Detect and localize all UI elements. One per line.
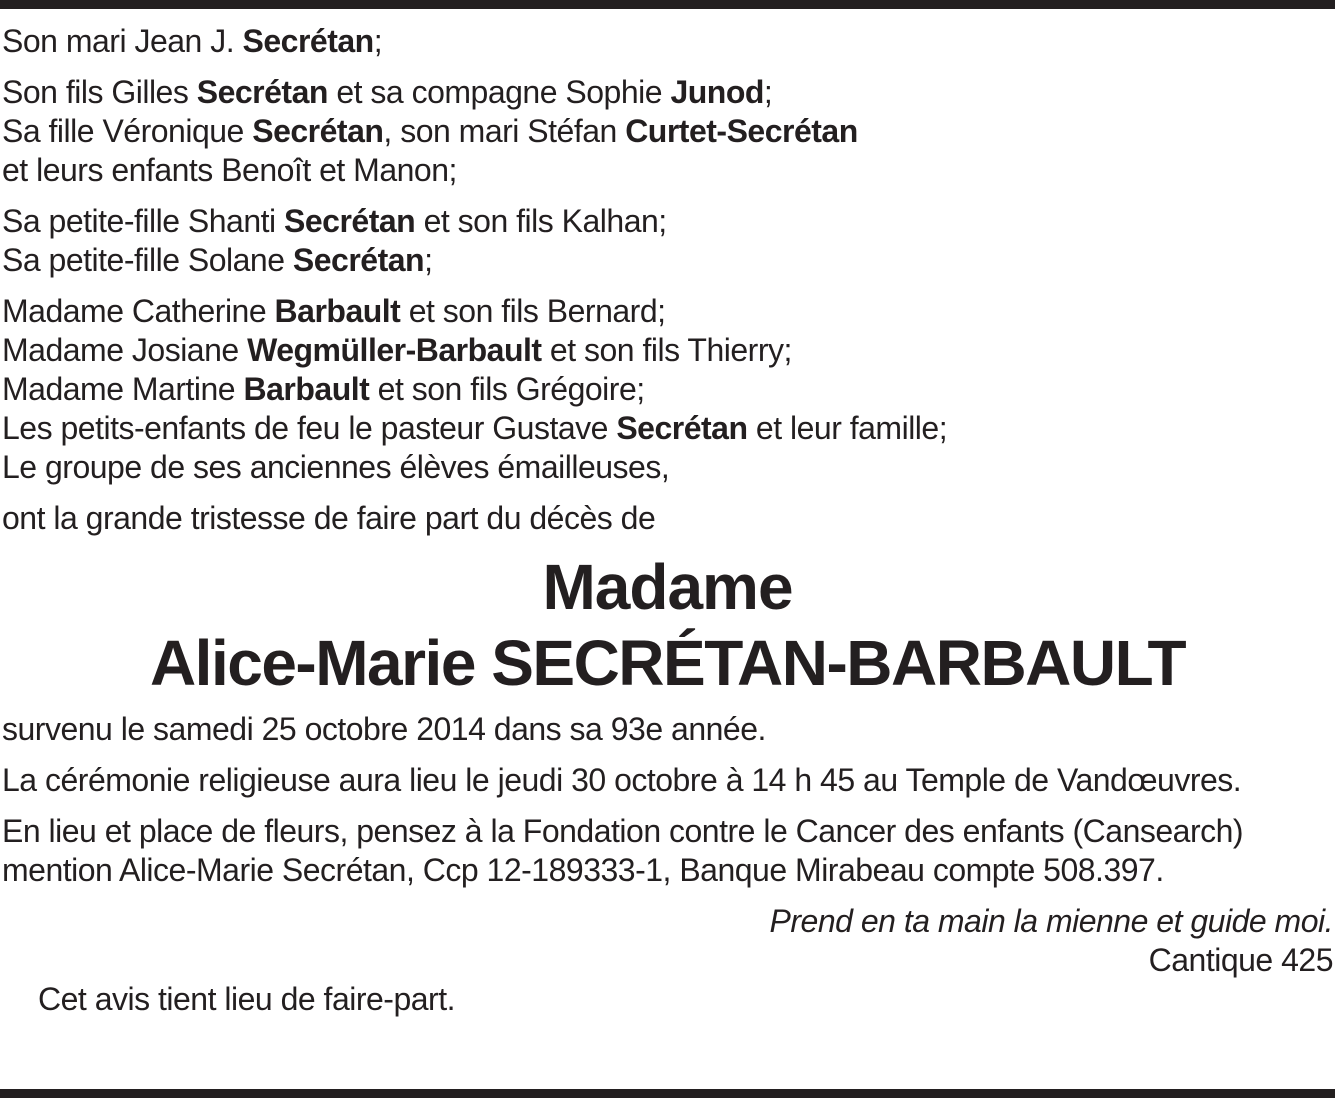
deceased-full-name: Alice-Marie SECRÉTAN-BARBAULT — [149, 627, 1186, 699]
grandchild-line — [2, 241, 1333, 280]
husband-suffix: ; — [373, 23, 383, 59]
death-paragraph — [2, 710, 1333, 749]
child-line — [2, 73, 1333, 112]
announcement-paragraph — [2, 499, 1333, 538]
relative-line — [2, 370, 1333, 409]
child-text: , son mari Stéfan — [383, 113, 626, 149]
closing-note: Cet avis tient lieu de faire-part. — [38, 981, 455, 1017]
child-text: ; — [763, 74, 773, 110]
child-surname: Secrétan — [196, 74, 328, 110]
quote-source: Cantique 425 — [1148, 942, 1333, 978]
obituary-notice — [2, 18, 1333, 1019]
grandchild-text: ; — [424, 242, 433, 278]
relative-surname: Wegmüller-Barbault — [247, 332, 542, 368]
relative-line — [2, 292, 1333, 331]
husband-prefix: Son mari Jean J. — [2, 23, 243, 59]
husband-paragraph — [2, 22, 1333, 61]
husband-line — [2, 22, 1333, 61]
death-line: survenu le samedi 25 octobre 2014 dans sa 93e année. — [2, 711, 766, 747]
child-line — [2, 151, 1333, 190]
grandchild-text: et son fils Kalhan; — [415, 203, 667, 239]
deceased-name-block — [2, 551, 1333, 706]
relative-text: Madame Catherine — [2, 293, 275, 329]
child-text: et leurs enfants Benoît et Manon; — [2, 152, 457, 188]
relatives-paragraph — [2, 292, 1333, 487]
relative-text: et son fils Bernard; — [400, 293, 666, 329]
bottom-rule — [0, 1089, 1335, 1098]
deceased-honorific: Madame — [542, 551, 793, 623]
relative-text: Madame Josiane — [2, 332, 248, 368]
husband-surname: Secrétan — [242, 23, 374, 59]
partner-surname: Junod — [670, 74, 764, 110]
relative-text: Le groupe de ses anciennes élèves émailleuses, — [2, 449, 670, 485]
relative-line — [2, 331, 1333, 370]
relative-surname: Barbault — [274, 293, 401, 329]
grandchild-surname: Secrétan — [292, 242, 425, 278]
grandchildren-paragraph — [2, 202, 1333, 280]
donation-paragraph — [2, 812, 1333, 890]
child-surname: Secrétan — [252, 113, 384, 149]
donation-line: mention Alice-Marie Secrétan, Ccp 12-189333-1, Banque Mirabeau compte 508.397. — [2, 852, 1164, 888]
ceremony-paragraph — [2, 761, 1333, 800]
grandchild-text: Sa petite-fille Solane — [2, 242, 293, 278]
children-paragraph — [2, 73, 1333, 190]
relative-text: et leur famille; — [747, 410, 948, 446]
child-text: et sa compagne Sophie — [327, 74, 671, 110]
child-text: Son fils Gilles — [2, 74, 197, 110]
top-rule — [0, 0, 1335, 9]
relative-text: et son fils Thierry; — [541, 332, 792, 368]
quote-text: Prend en ta main la mienne et guide moi. — [769, 903, 1333, 939]
partner-surname: Curtet-Secrétan — [625, 113, 858, 149]
ceremony-line: La cérémonie religieuse aura lieu le jeudi 30 octobre à 14 h 45 au Temple de Vandœuvres. — [2, 762, 1242, 798]
grandchild-surname: Secrétan — [284, 203, 416, 239]
donation-line: En lieu et place de fleurs, pensez à la Fondation contre le Cancer des enfants (Cansearch) — [2, 813, 1244, 849]
relative-text: Madame Martine — [2, 371, 244, 407]
relative-surname: Barbault — [243, 371, 370, 407]
relative-line — [2, 409, 1333, 448]
relative-text: Les petits-enfants de feu le pasteur Gustave — [2, 410, 617, 446]
grandchild-text: Sa petite-fille Shanti — [2, 203, 284, 239]
announcement-line: ont la grande tristesse de faire part du décès de — [2, 500, 656, 536]
relative-surname: Secrétan — [616, 410, 748, 446]
relative-text: et son fils Grégoire; — [369, 371, 645, 407]
grandchild-line — [2, 202, 1333, 241]
relative-line — [2, 448, 1333, 487]
child-text: Sa fille Véronique — [2, 113, 253, 149]
child-line — [2, 112, 1333, 151]
quote-block — [2, 902, 1333, 980]
